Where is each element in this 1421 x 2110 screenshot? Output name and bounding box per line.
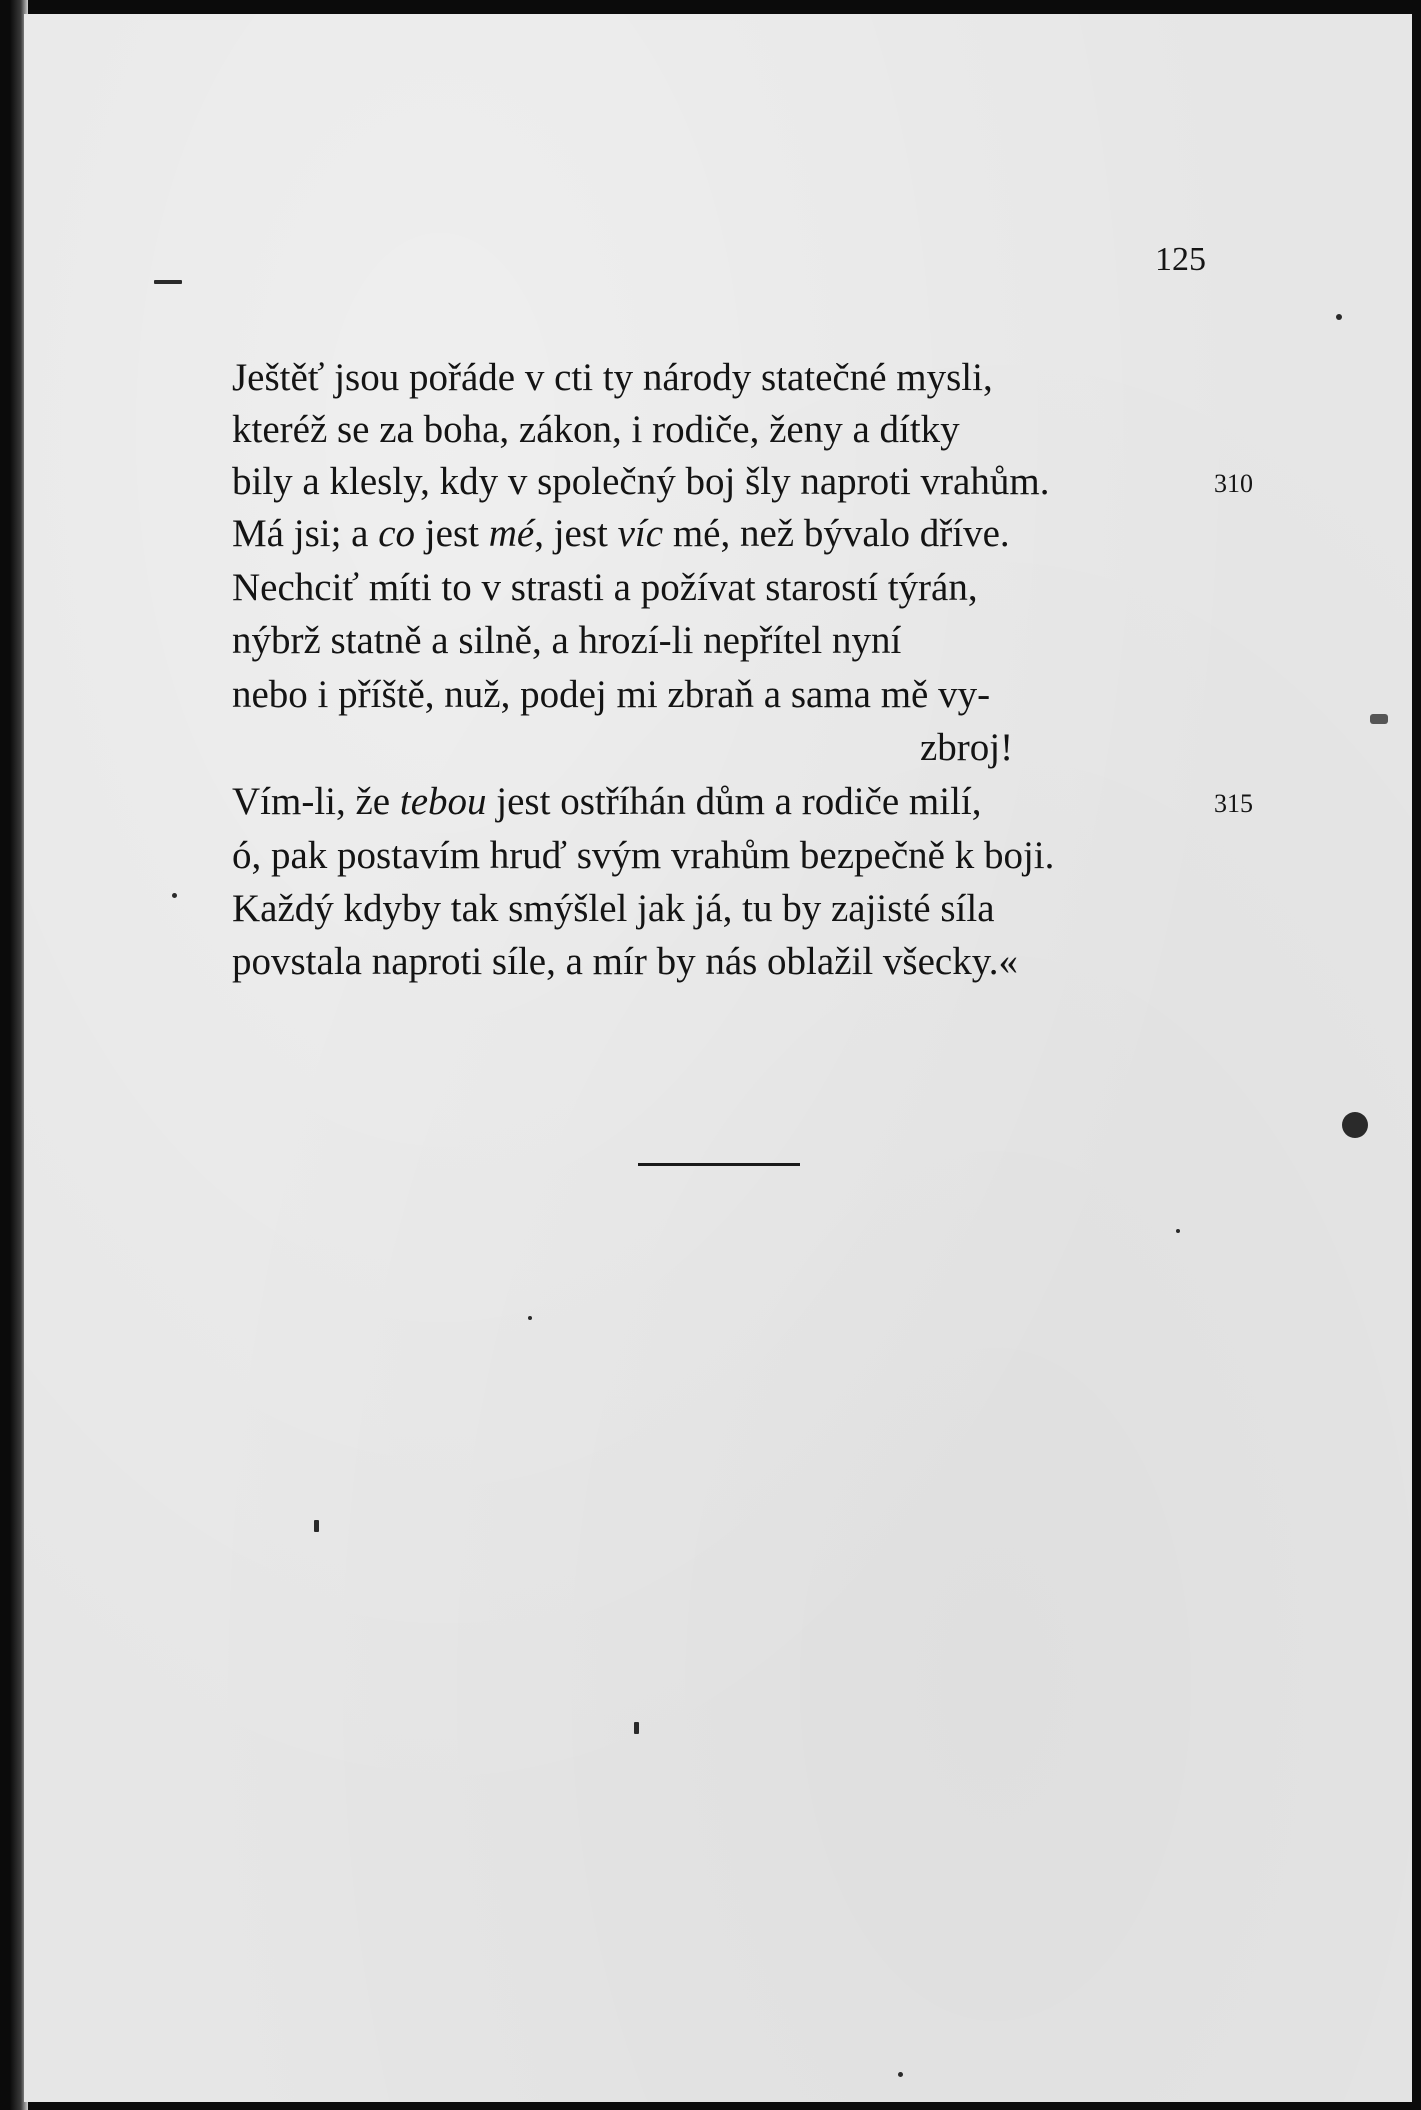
verse-line: nýbrž statně a silně, a hrozí-li nepřítel nyní xyxy=(232,619,902,662)
verse-line: nebo i příště, nuž, podej mi zbraň a sama mě vy- xyxy=(232,673,991,716)
verse-emphasis: tebou xyxy=(399,780,487,823)
verse-line: povstala naproti síle, a mír by nás oblažil všecky.« xyxy=(232,940,1018,983)
ink-mark xyxy=(314,1520,319,1532)
book-page xyxy=(24,14,1412,2102)
verse-segment: mé, než bývalo dříve. xyxy=(663,512,1010,555)
ink-speck xyxy=(1176,1229,1180,1233)
verse-line: kteréž se za boha, zákon, i rodiče, ženy a dítky xyxy=(232,408,960,451)
ink-mark xyxy=(154,280,182,284)
page-number: 125 xyxy=(1155,241,1206,278)
verse-emphasis: mé xyxy=(488,512,535,555)
ink-spot xyxy=(1342,1112,1368,1138)
verse-segment: , jest xyxy=(534,512,618,555)
line-number: 315 xyxy=(1214,789,1253,818)
verse-segment: Má jsi; a xyxy=(232,512,379,555)
verse-segment: Vím-li, že xyxy=(232,780,400,823)
verse-line: Nechciť míti to v strasti a požívat starostí týrán, xyxy=(232,566,978,609)
line-number: 310 xyxy=(1214,469,1253,498)
ink-smudge xyxy=(1370,714,1388,724)
verse-line: Každý kdyby tak smýšlel jak já, tu by zajisté síla xyxy=(232,887,995,930)
verse-emphasis: co xyxy=(378,512,416,555)
ink-mark xyxy=(634,1722,639,1734)
verse-emphasis: víc xyxy=(617,512,664,555)
ink-speck xyxy=(172,893,177,898)
verse-segment: jest ostříhán dům a rodiče milí, xyxy=(486,780,982,823)
verse-line xyxy=(232,776,1232,828)
verse-line xyxy=(232,508,1232,560)
verse-segment: jest xyxy=(415,512,489,555)
ink-speck xyxy=(1336,314,1342,320)
verse-line: ó, pak postavím hruď svým vrahům bezpečně k boji. xyxy=(232,834,1055,877)
section-divider-rule xyxy=(638,1163,800,1166)
verse-line: bily a klesly, kdy v společný boj šly naproti vrahům. xyxy=(232,460,1050,503)
verse-line-continuation: zbroj! xyxy=(920,726,1014,769)
ink-speck xyxy=(898,2072,903,2077)
ink-speck xyxy=(528,1316,532,1320)
verse-line: Ještěť jsou pořáde v cti ty národy statečné mysli, xyxy=(232,356,993,399)
